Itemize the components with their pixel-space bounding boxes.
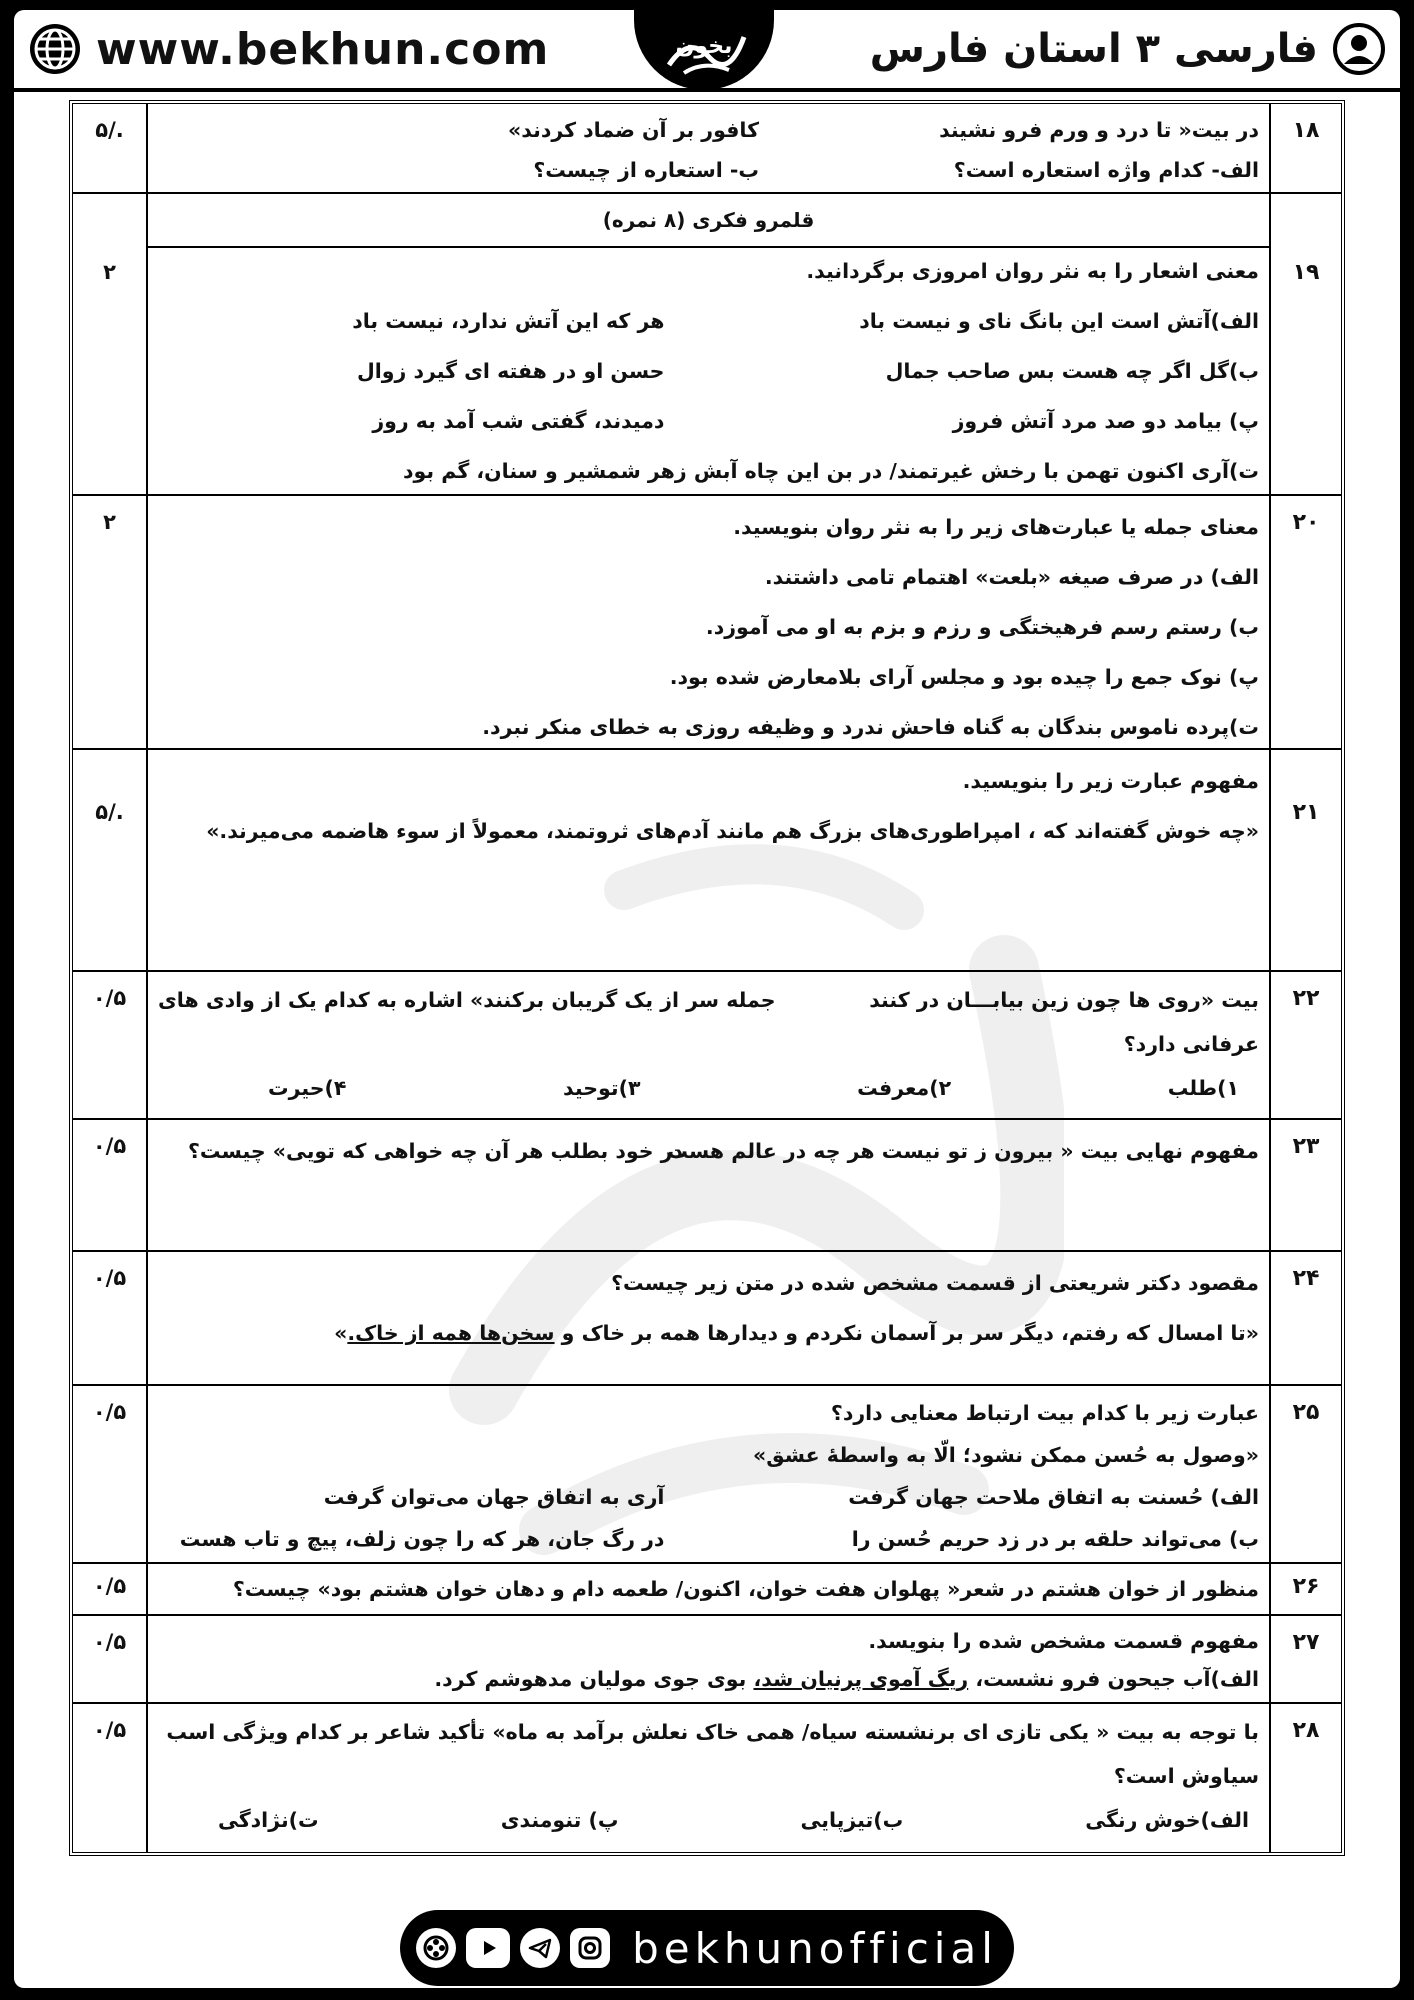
q28-option-t: ت)نژادگی bbox=[218, 1808, 319, 1832]
q27-text-end: بوی جوی مولیان مدهوشم کرد. bbox=[434, 1667, 754, 1691]
q22-line1-right: بیت «روی ها چون زین بیابـــان در کنند bbox=[869, 988, 1259, 1012]
site-link[interactable] bbox=[28, 20, 549, 78]
user-icon bbox=[1332, 22, 1386, 76]
question-number: ۱۹ bbox=[1269, 194, 1341, 494]
brand-logo bbox=[634, 10, 774, 90]
question-row-20 bbox=[73, 496, 1341, 750]
question-number: ۲۷ bbox=[1269, 1616, 1341, 1702]
q22-line1-left: جمله سر از یک گریبان برکنند» اشاره به کدام یک از وادی های bbox=[158, 988, 776, 1012]
question-row-25 bbox=[73, 1386, 1341, 1564]
social-handle[interactable]: bekhunofficial bbox=[632, 1923, 998, 1973]
question-score: ۰/۵ bbox=[73, 972, 148, 1118]
question-score: ۰/۵ bbox=[73, 1616, 148, 1702]
q20-intro: معنای جمله یا عبارت‌های زیر را به نثر روان بنویسید. bbox=[733, 515, 1259, 539]
question-row-27 bbox=[73, 1616, 1341, 1704]
footer-social-bar bbox=[400, 1910, 1014, 1986]
question-number: ۲۱ bbox=[1269, 750, 1341, 970]
question-number: ۲۸ bbox=[1269, 1704, 1341, 1852]
exam-title: فارسی ۳ استان فارس bbox=[869, 26, 1318, 72]
q25-a-first-hemistich: الف) حُسنت به اتفاق ملاحت جهان گرفت bbox=[848, 1485, 1259, 1509]
q20-p: پ) نوک جمع را چیده بود و مجلس آرای بلامعارض شده بود. bbox=[669, 665, 1259, 689]
q28-option-b: ب)تیزپایی bbox=[800, 1808, 904, 1832]
q23-line-left: در خود بطلب هر آن چه خواهی که تویی» چیست؟ bbox=[188, 1139, 683, 1163]
exam-title-block bbox=[870, 20, 1386, 78]
q22-option-4: ۴)حیرت bbox=[268, 1076, 347, 1100]
question-row-21 bbox=[73, 750, 1341, 972]
question-row-19 bbox=[73, 194, 1341, 496]
q27-intro: مفهوم قسمت مشخص شده را بنویسد. bbox=[868, 1629, 1259, 1653]
question-score: ۰/۵ bbox=[73, 1120, 148, 1250]
questions-table bbox=[69, 100, 1345, 1856]
question-score: ۲ bbox=[73, 194, 148, 494]
q19-intro: معنی اشعار را به نثر روان امروزی برگردانید. bbox=[806, 259, 1259, 283]
question-score: ۲ bbox=[73, 496, 148, 748]
q26-text: منظور از خوان هشتم در شعر« پهلوان هفت خوان، اکنون/ طعمه دام و دهان خوان هشتم بود» چیست؟ bbox=[232, 1577, 1259, 1601]
question-number: ۲۰ bbox=[1269, 496, 1341, 748]
question-row-28 bbox=[73, 1704, 1341, 1852]
question-score: ۰/۵ bbox=[73, 1564, 148, 1614]
q25-b-second-hemistich: در رگ جان، هر که را چون زلف، پیچ و تاب هست bbox=[179, 1527, 665, 1551]
q23-line-right: مفهوم نهایی بیت « بیرون ز تو نیست هر چه در عالم هست bbox=[667, 1139, 1259, 1163]
q18-line2-left: ب- استعاره از چیست؟ bbox=[533, 158, 759, 182]
question-score: ۰/۵ bbox=[73, 1386, 148, 1562]
q24-text-plain: «تا امسال که رفتم، دیگر سر بر آسمان نکردم و دیدارها همه بر خاک و bbox=[554, 1321, 1259, 1345]
question-number: ۲۴ bbox=[1269, 1252, 1341, 1384]
q19-a-second-hemistich: هر که این آتش ندارد، نیست باد bbox=[352, 309, 665, 333]
q28-option-a: الف)خوش رنگی bbox=[1085, 1808, 1249, 1832]
question-number: ۲۲ bbox=[1269, 972, 1341, 1118]
q27-text-highlighted: ریگ آموی پرنیان شد، bbox=[753, 1667, 969, 1691]
site-url: www.bekhun.com bbox=[96, 23, 550, 75]
q25-intro: عبارت زیر با کدام بیت ارتباط معنایی دارد؟ bbox=[830, 1401, 1259, 1425]
q19-b-first-hemistich: ب)گل اگر چه هست بس صاحب جمال bbox=[885, 359, 1259, 383]
q24-text-highlighted: سخن‌ها همه از خاک. bbox=[347, 1321, 555, 1345]
youtube-icon[interactable] bbox=[466, 1928, 510, 1968]
q25-a-second-hemistich: آری به اتفاق جهان می‌توان گرفت bbox=[323, 1485, 665, 1509]
question-number: ۱۸ bbox=[1269, 104, 1341, 192]
q24-intro: مقصود دکتر شریعتی از قسمت مشخص شده در متن زیر چیست؟ bbox=[611, 1271, 1259, 1295]
q28-line1: با توجه به بیت « یکی تازی ای برنشسته سیاه/ همی خاک نعلش برآمد به ماه» تأکید شاعر بر کدام ویژگی اسب bbox=[166, 1720, 1259, 1744]
q27-text-start: الف)آب جیحون فرو نشست، bbox=[968, 1667, 1259, 1691]
q19-a-first-hemistich: الف)آتش است این بانگ نای و نیست باد bbox=[859, 309, 1259, 333]
q22-line2: عرفانی دارد؟ bbox=[1123, 1032, 1259, 1056]
q22-option-3: ۳)توحید bbox=[563, 1076, 641, 1100]
question-row-24 bbox=[73, 1252, 1341, 1386]
question-score: ۰/۵ bbox=[73, 1704, 148, 1852]
q21-intro: مفهوم عبارت زیر را بنویسید. bbox=[962, 769, 1259, 793]
question-row-23 bbox=[73, 1120, 1341, 1252]
q19-b-second-hemistich: حسن او در هفته ای گیرد زوال bbox=[356, 359, 665, 383]
q28-line2: سیاوش است؟ bbox=[1113, 1764, 1259, 1788]
q19-t: ت)آری اکنون تهمن با رخش غیرتمند/ در بن این چاه آبش زهر شمشیر و سنان، گم بود bbox=[403, 459, 1259, 483]
q24-text bbox=[158, 1308, 1259, 1358]
q24-text-end: » bbox=[334, 1321, 348, 1345]
question-score: ۵/. bbox=[73, 104, 148, 192]
q22-option-1: ۱)طلب bbox=[1167, 1076, 1239, 1100]
logo-mark bbox=[649, 15, 759, 85]
q27-text bbox=[158, 1660, 1259, 1698]
q22-option-2: ۲)معرفت bbox=[857, 1076, 952, 1100]
header bbox=[14, 10, 1400, 92]
q19-p-first-hemistich: پ) بیامد دو صد مرد آتش فروز bbox=[952, 409, 1259, 433]
question-row-22 bbox=[73, 972, 1341, 1120]
question-row-18 bbox=[73, 104, 1341, 194]
q18-line1-right: در بیت« تا درد و ورم فرو نشیند bbox=[939, 118, 1259, 142]
q25-b-first-hemistich: ب) می‌تواند حلقه بر در زد حریم حُسن را bbox=[851, 1527, 1259, 1551]
section-header-fekri: قلمرو فکری (۸ نمره) bbox=[148, 194, 1269, 248]
question-number: ۲۳ bbox=[1269, 1120, 1341, 1250]
instagram-icon[interactable] bbox=[570, 1928, 610, 1968]
question-number: ۲۵ bbox=[1269, 1386, 1341, 1562]
q19-p-second-hemistich: دمیدند، گفتی شب آمد به روز bbox=[372, 409, 665, 433]
question-score: ۵/. bbox=[73, 750, 148, 970]
globe-icon bbox=[28, 22, 82, 76]
exam-page bbox=[14, 10, 1400, 1988]
q18-line1-left: کافور بر آن ضماد کردند» bbox=[508, 118, 759, 142]
question-score: ۰/۵ bbox=[73, 1252, 148, 1384]
q28-option-p: پ) تنومندی bbox=[500, 1808, 619, 1832]
logo-text: بخون bbox=[675, 34, 733, 59]
q20-t: ت)پرده ناموس بندگان به گناه فاحش ندرد و وظیفه روزی به خطای منکر نبرد. bbox=[482, 715, 1259, 739]
q25-quote: «وصول به حُسن ممکن نشود؛ الّا به واسطۀ عشق» bbox=[752, 1443, 1259, 1467]
q20-a: الف) در صرف صیغه «بلعت» اهتمام تامی داشتند. bbox=[764, 565, 1259, 589]
q21-text: «چه خوش گفته‌اند که ، امپراطوری‌های بزرگ هم مانند آدم‌های ثروتمند، معمولاً از سوء هاضمه می‌میرند.» bbox=[206, 819, 1259, 843]
question-row-26 bbox=[73, 1564, 1341, 1616]
camera-icon[interactable] bbox=[416, 1928, 456, 1968]
question-number: ۲۶ bbox=[1269, 1564, 1341, 1614]
q20-b: ب) رستم رسم فرهیختگی و رزم و بزم به او می آموزد. bbox=[705, 615, 1259, 639]
q18-line2-right: الف- کدام واژه استعاره است؟ bbox=[953, 158, 1259, 182]
telegram-icon[interactable] bbox=[520, 1928, 560, 1968]
